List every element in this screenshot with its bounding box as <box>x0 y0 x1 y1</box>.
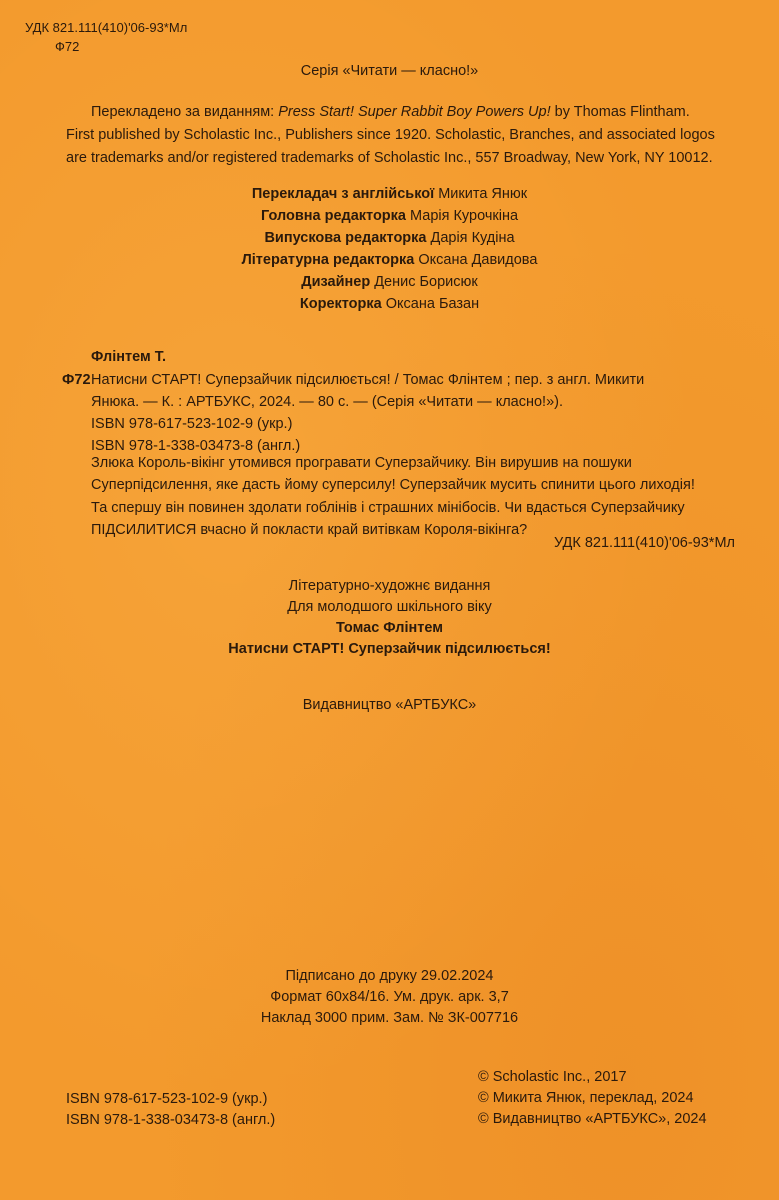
credit-proofreader: Коректорка Оксана Базан <box>299 296 480 312</box>
publication-suffix: by Thomas Flintham. <box>550 104 690 120</box>
catalog-annotation <box>91 452 695 541</box>
catalog-author: Флінтем Т. <box>91 349 166 365</box>
credit-managing-editor: Випускова редакторка Дарія Кудіна <box>264 230 515 246</box>
annotation-line: Злюка Король-вікінг утомився програвати Суперзайчику. Він вирушив на пошуки <box>91 455 632 471</box>
code-top: Ф72 <box>55 39 80 54</box>
edition-title: Натисни СТАРТ! Суперзайчик підсилюється! <box>228 641 551 657</box>
credit-designer: Дизайнер Денис Борисюк <box>301 274 478 290</box>
print-run: Наклад 3000 прим. Зам. № ЗК-007716 <box>260 1010 519 1026</box>
bottom-isbn-eng: ISBN 978-1-338-03473-8 (англ.) <box>66 1112 276 1128</box>
udk-top: УДК 821.111(410)'06-93*Мл <box>25 20 188 35</box>
annotation-line: Та спершу він повинен здолати гоблінів і страшних мінібосів. Чи вдасться Суперзайчику <box>91 499 685 516</box>
copyright-publisher: © Видавництво «АРТБУКС», 2024 <box>478 1111 707 1127</box>
publication-prefix: Перекладено за виданням: <box>91 104 279 120</box>
annotation-line: ПІДСИЛИТИСЯ вчасно й покласти край витівкам Короля-вікінга? <box>91 521 528 538</box>
catalog-udk: УДК 821.111(410)'06-93*Мл <box>553 535 735 551</box>
catalog-isbn-ukr: ISBN 978-617-523-102-9 (укр.) <box>91 416 293 432</box>
copyright-scholastic: © Scholastic Inc., 2017 <box>478 1069 627 1085</box>
bottom-isbn-ukr: ISBN 978-617-523-102-9 (укр.) <box>66 1091 268 1107</box>
credit-translator: Перекладач з англійської Микита Янюк <box>251 186 528 202</box>
credit-chief-editor: Головна редакторка Марія Курочкіна <box>260 208 519 224</box>
original-title: Press Start! Super Rabbit Boy Powers Up! <box>278 104 551 120</box>
catalog-code: Ф72 <box>62 372 91 388</box>
edition-author: Томас Флінтем <box>335 620 443 636</box>
copyright-translation: © Микита Янюк, переклад, 2024 <box>478 1090 694 1106</box>
credits-block <box>0 183 779 315</box>
catalog-isbn-eng: ISBN 978-1-338-03473-8 (англ.) <box>91 438 301 454</box>
print-signed: Підписано до друку 29.02.2024 <box>285 968 494 984</box>
publisher: Видавництво «АРТБУКС» <box>302 697 477 713</box>
credit-literary-editor: Літературна редакторка Оксана Давидова <box>241 252 538 268</box>
catalog-line-2: Янюка. — К. : АРТБУКС, 2024. — 80 с. — (Серія «Читати — класно!»). <box>91 394 564 410</box>
edition-audience: Для молодшого шкільного віку <box>287 599 492 615</box>
print-format: Формат 60x84/16. Ум. друк. арк. 3,7 <box>270 989 509 1005</box>
annotation-line: Суперпідсилення, яке дасть йому суперсилу! Суперзайчик мусить спинити цього лиходія! <box>91 477 695 494</box>
edition-type: Літературно-художнє видання <box>288 578 491 594</box>
publication-line-3: are trademarks and/or registered trademarks of Scholastic Inc., 557 Broadway, New York, NY 10012. <box>66 150 713 166</box>
series-line: Серія «Читати — класно!» <box>300 63 479 79</box>
publication-line-2: First published by Scholastic Inc., Publishers since 1920. Scholastic, Branches, and associated logos <box>66 127 715 143</box>
publication-line-1 <box>91 101 690 124</box>
catalog-line-1: Натисни СТАРТ! Суперзайчик підсилюється! / Томас Флінтем ; пер. з англ. Микити <box>91 372 645 388</box>
